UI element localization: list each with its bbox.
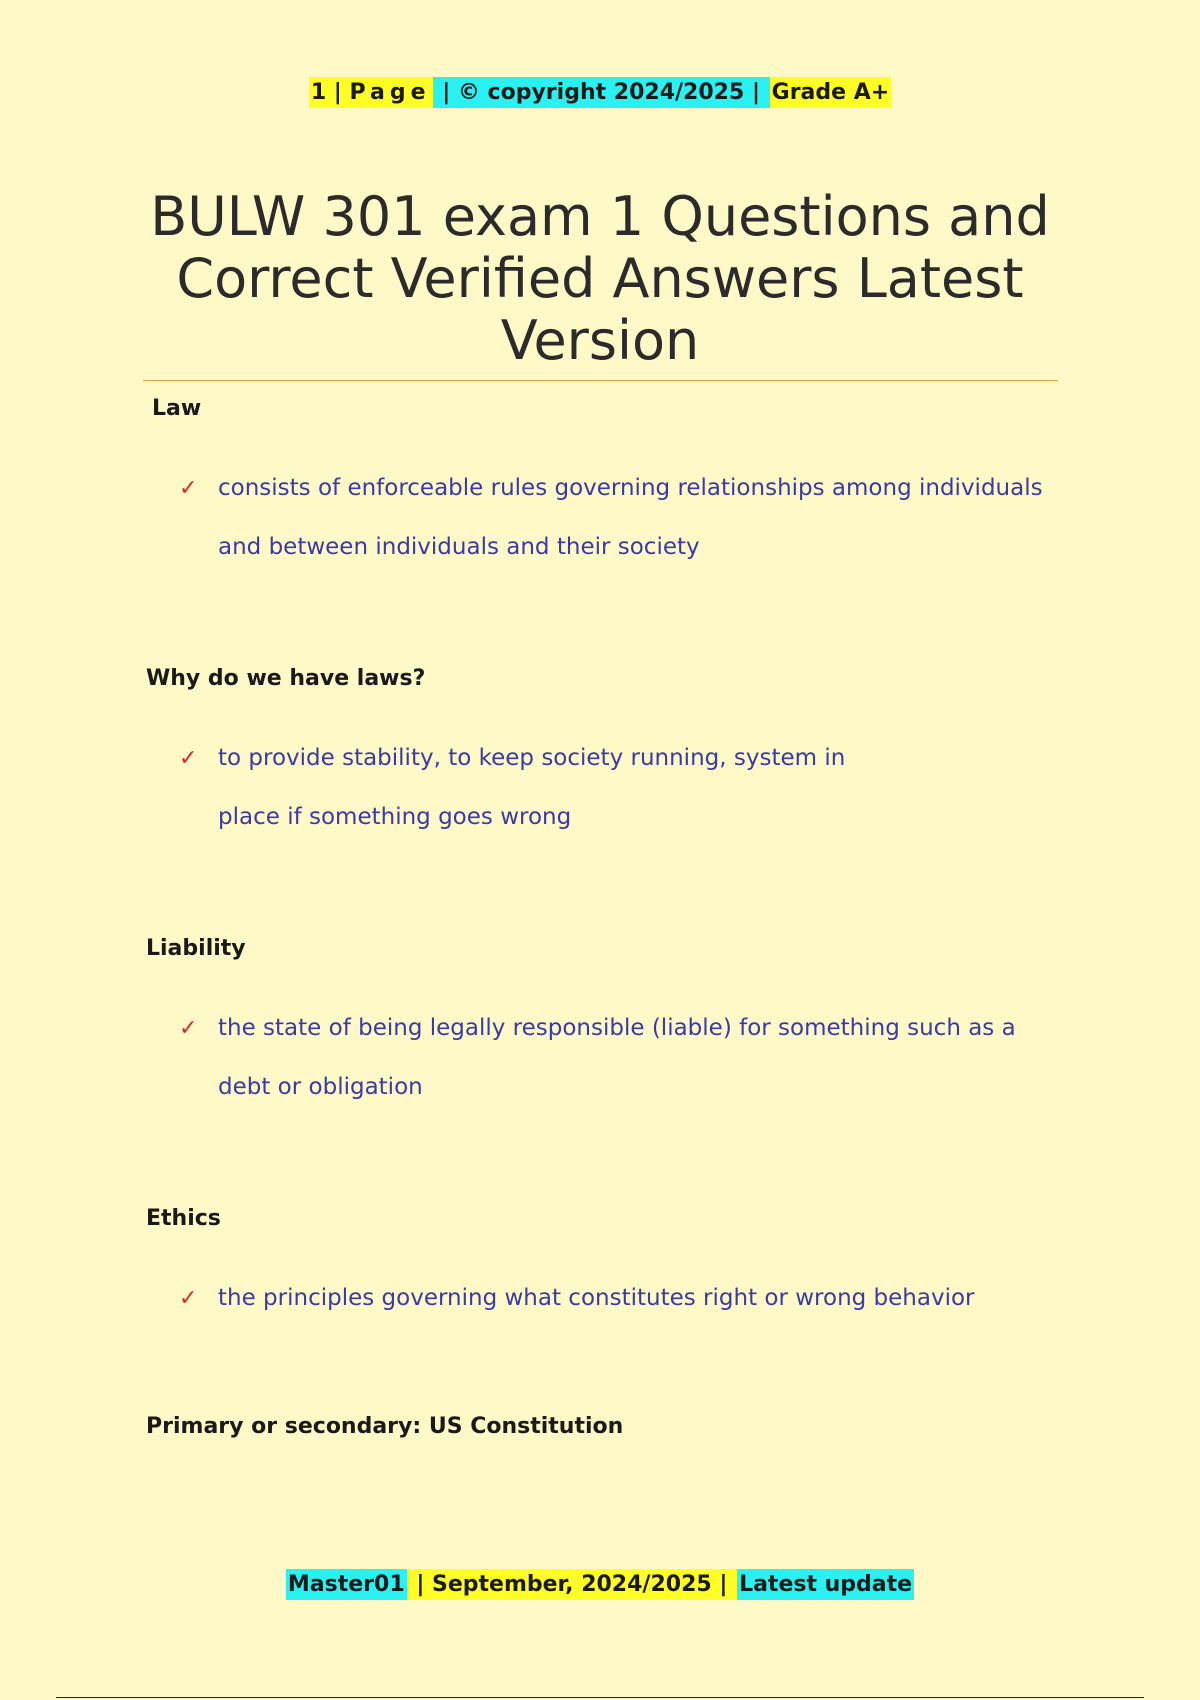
page-number-label: 1 | Page: [309, 77, 433, 108]
copyright-label: | © copyright 2024/2025 |: [433, 77, 770, 108]
question-text: Law: [152, 396, 202, 421]
page-footer: [0, 1568, 1200, 1602]
answer-text: ✓ the state of being legally responsible (liable) for something such as a debt or obligation: [146, 999, 1066, 1117]
qa-item-liability: [146, 936, 1066, 1117]
question-text: Liability: [146, 936, 246, 961]
qa-item-law: [146, 396, 1066, 577]
check-icon: ✓: [179, 1286, 198, 1311]
qa-item-why-laws: [146, 666, 1066, 847]
check-icon: ✓: [179, 1016, 198, 1041]
answer-text: ✓ to provide stability, to keep society running, system in place if something goes wrong: [146, 729, 1066, 847]
answer-text: ✓ the principles governing what constitutes right or wrong behavior: [146, 1269, 1066, 1328]
author-label: Master01: [286, 1569, 407, 1600]
qa-item-constitution: [146, 1414, 1066, 1439]
check-icon: ✓: [179, 746, 198, 771]
footer-divider: [56, 1697, 1144, 1698]
title-divider: [143, 380, 1058, 381]
question-text: Why do we have laws?: [146, 666, 426, 691]
question-text: Primary or secondary: US Constitution: [146, 1414, 624, 1439]
document-title: BULW 301 exam 1 Questions and Correct Verified Answers Latest Version: [150, 185, 1050, 372]
page-header: [0, 76, 1200, 110]
date-label: | September, 2024/2025 |: [407, 1569, 737, 1600]
grade-label: Grade A+: [770, 77, 892, 108]
answer-text: ✓ consists of enforceable rules governing relationships among individuals and between individuals and their society: [146, 459, 1066, 577]
qa-item-ethics: [146, 1206, 1066, 1328]
question-text: Ethics: [146, 1206, 221, 1231]
check-icon: ✓: [179, 476, 198, 501]
update-label: Latest update: [737, 1569, 914, 1600]
